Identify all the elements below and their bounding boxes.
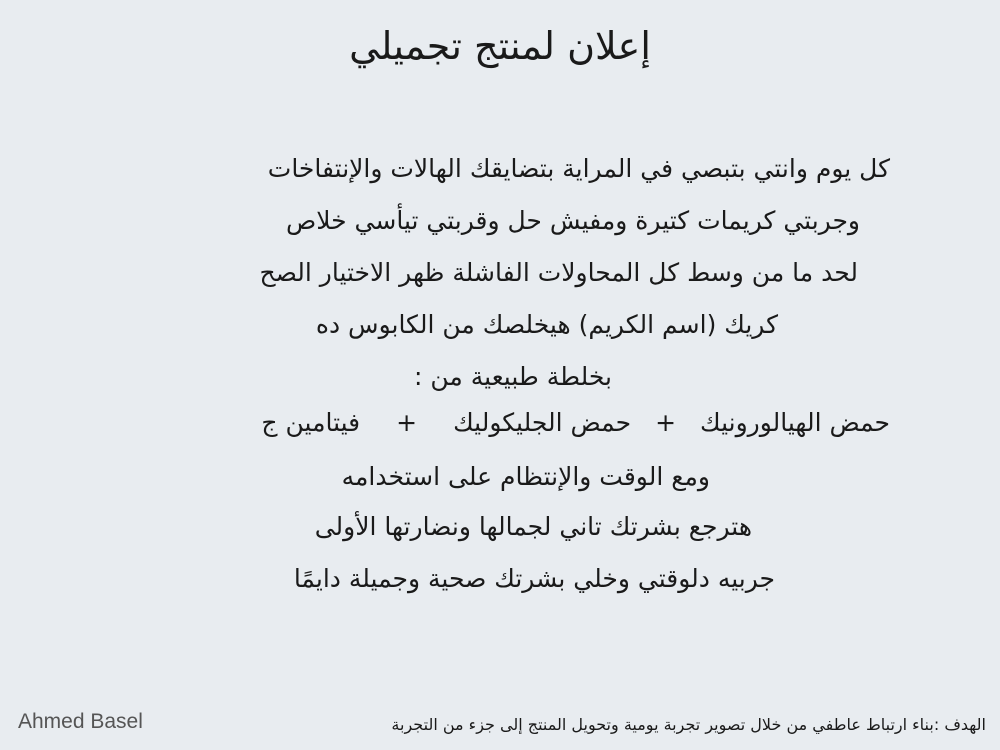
body-line-5: بخلطة طبيعية من : — [414, 362, 612, 391]
closing-line-3: جربيه دلوقتي وخلي بشرتك صحية وجميلة دايمًا — [293, 564, 775, 593]
ingredient-hyaluronic: حمض الهيالورونيك — [700, 408, 890, 437]
closing-line-1: ومع الوقت والإنتظام على استخدامه — [341, 462, 710, 491]
body-line-1: كل يوم وانتي بتبصي في المراية بتضايقك الهالات والإنتفاخات — [267, 154, 890, 183]
body-line-4: كريك (اسم الكريم) هيخلصك من الكابوس ده — [315, 310, 778, 339]
body-line-3: لحد ما من وسط كل المحاولات الفاشلة ظهر الاختيار الصح — [259, 258, 858, 287]
ingredients-line — [261, 408, 890, 437]
plus-sign-1: + — [655, 408, 677, 437]
ingredient-glycolic: حمض الجليكوليك — [453, 408, 632, 437]
plus-sign-2: + — [396, 408, 418, 437]
ingredient-vitamin-c: فيتامين ج — [261, 408, 361, 437]
footer-author: Ahmed Basel — [18, 710, 143, 733]
closing-line-2: هترجع بشرتك تاني لجمالها ونضارتها الأولى — [314, 512, 752, 541]
page-title: إعلان لمنتج تجميلي — [349, 24, 651, 68]
body-line-2: وجربتي كريمات كتيرة ومفيش حل وقربتي تيأسي خلاص — [286, 206, 860, 235]
footer-goal: الهدف :بناء ارتباط عاطفي من خلال تصوير تجربة يومية وتحويل المنتج إلى جزء من التجربة — [391, 715, 986, 734]
